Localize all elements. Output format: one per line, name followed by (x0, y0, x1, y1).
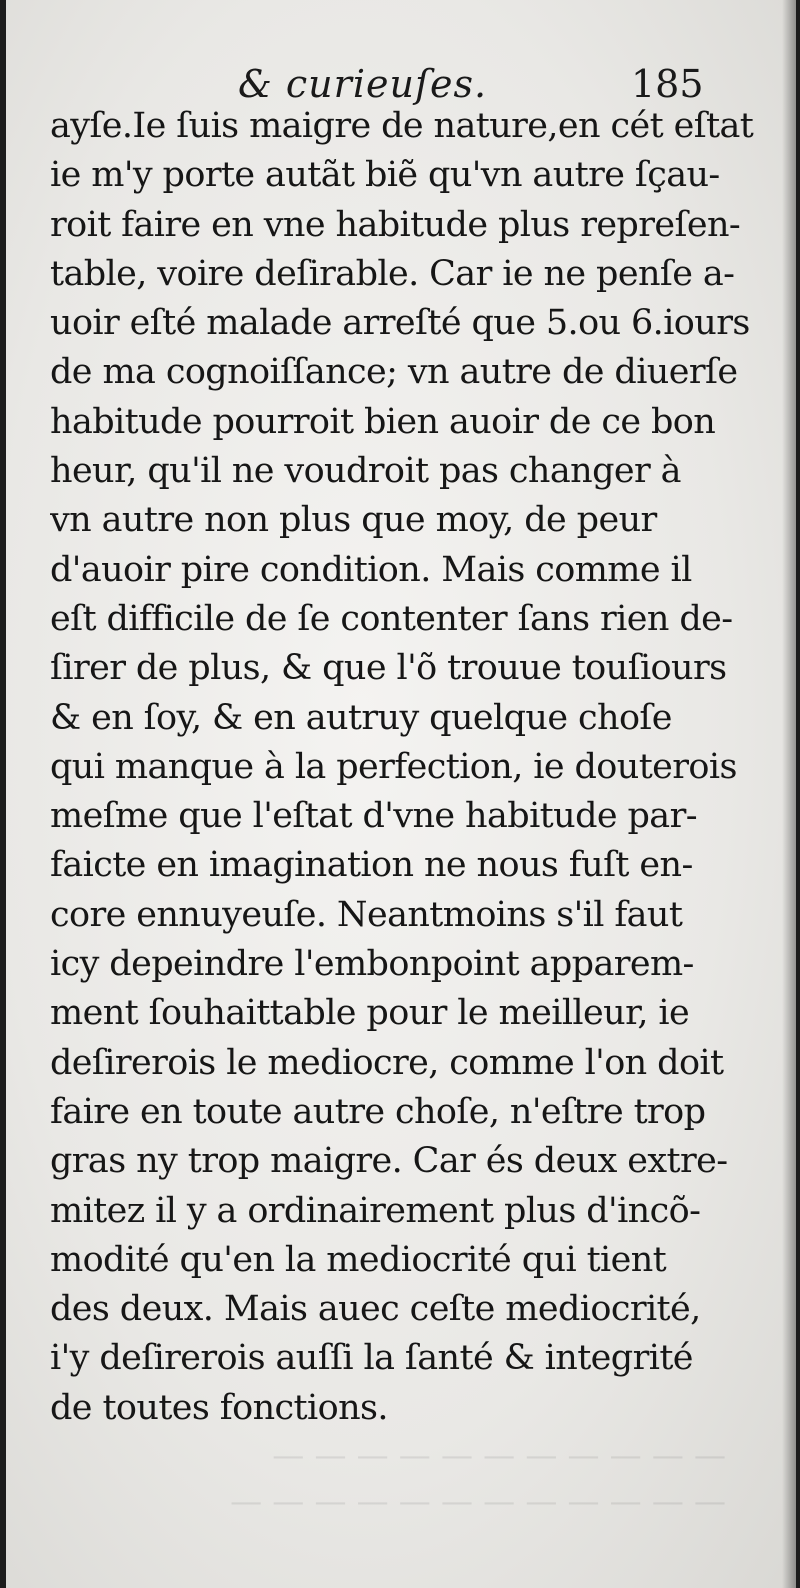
show-through-bleed: — — — — — — — — — — — — — — — — — — — — — — — (230, 1436, 726, 1520)
text-line: d'auoir pire condition. Mais comme il (50, 549, 692, 590)
text-line: modité qu'en la mediocrité qui tient (50, 1239, 667, 1280)
body-text (50, 102, 770, 1433)
book-page (6, 0, 796, 1588)
text-line: ie m'y porte autãt biẽ qu'vn autre ſçau- (50, 155, 720, 196)
text-line: core ennuyeuſe. Neantmoins s'il faut (50, 894, 683, 935)
text-line: de ma cognoiſſance; vn autre de diuerſe (50, 352, 738, 393)
text-line: meſme que l'eſtat d'vne habitude par- (50, 796, 697, 837)
text-line: roit faire en vne habitude plus repreſen- (50, 204, 741, 245)
text-line: vn autre non plus que moy, de peur (50, 500, 657, 541)
text-line: mitez il y a ordinairement plus d'incõ- (50, 1190, 701, 1231)
text-line: des deux. Mais auec ceſte mediocrité, (50, 1289, 701, 1330)
page-number: 185 (631, 62, 704, 106)
text-line: qui manque à la perfection, ie douterois (50, 746, 737, 787)
text-line: habitude pourroit bien auoir de ce bon (50, 401, 716, 442)
text-line: ſirer de plus, & que l'õ trouue touſiours (50, 648, 727, 689)
text-line: heur, qu'il ne voudroit pas changer à (50, 451, 681, 492)
text-line: faire en toute autre choſe, n'eſtre trop (50, 1091, 706, 1132)
text-line: table, voire deſirable. Car ie ne penſe a- (50, 253, 735, 294)
text-line: gras ny trop maigre. Car és deux extre- (50, 1141, 728, 1182)
text-line: ayſe.Ie ſuis maigre de nature,en cét eſtat (50, 106, 754, 146)
text-line: deſirerois le mediocre, comme l'on doit (50, 1042, 724, 1083)
running-title: & curieuſes. (238, 62, 488, 106)
text-line: icy depeindre l'embonpoint apparem- (50, 944, 694, 985)
text-line: & en ſoy, & en autruy quelque choſe (50, 697, 672, 738)
text-line: faicte en imagination ne nous fuſt en- (50, 845, 693, 886)
text-line: ment ſouhaittable pour le meilleur, ie (50, 993, 690, 1034)
text-line: eſt difficile de ſe contenter ſans rien de- (50, 598, 733, 639)
text-line: i'y deſirerois auſſi la ſanté & integrité (50, 1338, 693, 1379)
text-line: uoir eſté malade arreſté que 5.ou 6.iours (50, 303, 750, 344)
text-line: de toutes fonctions. (50, 1387, 388, 1428)
